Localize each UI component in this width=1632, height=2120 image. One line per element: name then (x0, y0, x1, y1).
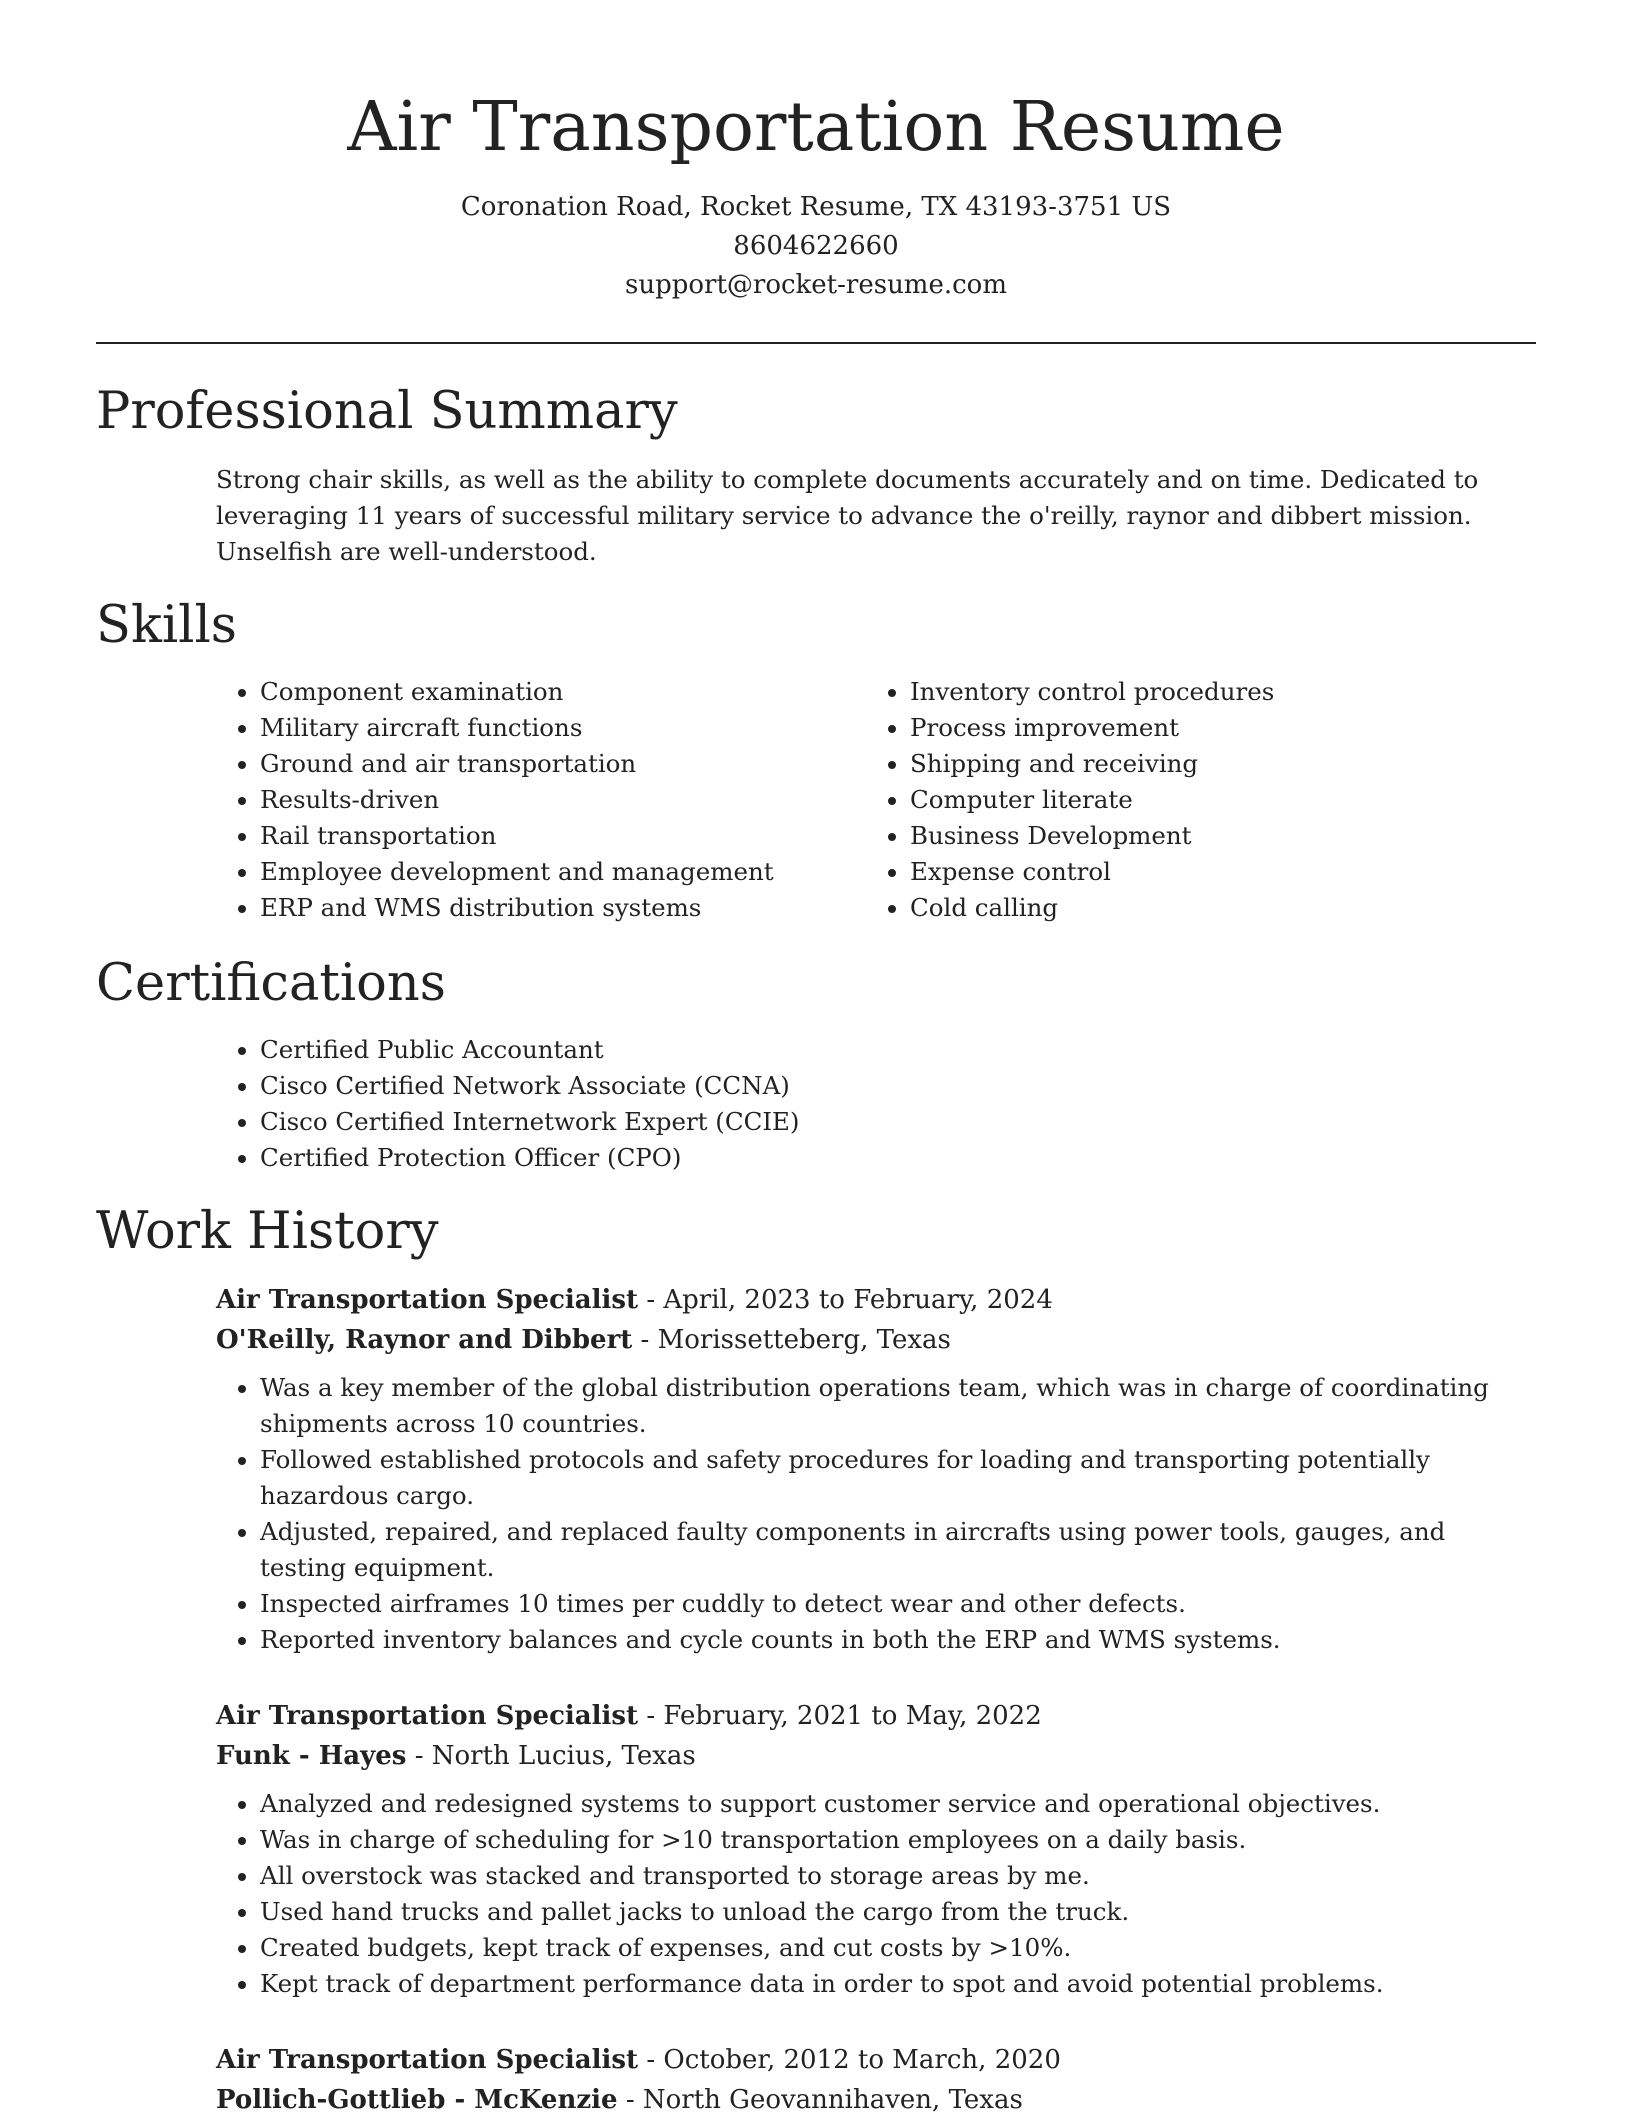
skill-item: • Expense control (910, 854, 1506, 890)
job-entry (216, 1280, 1536, 1658)
phone: 8604622660 (733, 231, 899, 261)
job-company-line (216, 1736, 1536, 1776)
certifications-heading: Certifications (96, 954, 446, 1013)
skill-item: • Component examination (260, 674, 856, 710)
certification-item: • Cisco Certified Internetwork Expert (CCIE) (260, 1104, 1536, 1140)
separator: - (414, 1741, 432, 1771)
job-bullet: • Created budgets, kept track of expenses, and cut costs by >10%. (260, 1930, 1536, 1966)
resume-header (0, 82, 1632, 305)
job-company: O'Reilly, Raynor and Dibbert (216, 1325, 633, 1355)
skill-item: • Shipping and receiving (910, 746, 1506, 782)
job-title: Air Transportation Specialist (216, 1701, 639, 1731)
contact-info (0, 188, 1632, 305)
certification-item: • Certified Protection Officer (CPO) (260, 1140, 1536, 1176)
certification-item: • Cisco Certified Network Associate (CCNA) (260, 1068, 1536, 1104)
job-company: Funk - Hayes (216, 1741, 407, 1771)
job-dates: February, 2021 to May, 2022 (663, 1701, 1042, 1731)
job-company-line (216, 2080, 1536, 2120)
job-bullet: • All overstock was stacked and transported to storage areas by me. (260, 1858, 1536, 1894)
job-dates: October, 2012 to March, 2020 (663, 2045, 1061, 2075)
job-dates: April, 2023 to February, 2024 (663, 1285, 1053, 1315)
job-entry (216, 2040, 1536, 2120)
skill-item: • Military aircraft functions (260, 710, 856, 746)
job-bullet: • Kept track of department performance data in order to spot and avoid potential problems. (260, 1966, 1536, 2002)
header-divider (96, 342, 1536, 344)
skill-item: • Process improvement (910, 710, 1506, 746)
job-bullet: • Reported inventory balances and cycle counts in both the ERP and WMS systems. (260, 1622, 1536, 1658)
job-bullet: • Used hand trucks and pallet jacks to unload the cargo from the truck. (260, 1894, 1536, 1930)
job-bullet: • Followed established protocols and safety procedures for loading and transporting potentially hazardous cargo. (260, 1442, 1536, 1514)
summary-heading: Professional Summary (96, 382, 678, 441)
skills-column-right (866, 674, 1506, 926)
separator: - (625, 2085, 643, 2115)
separator: - (640, 1325, 658, 1355)
separator: - (646, 1285, 664, 1315)
certifications-list (216, 1032, 1536, 1176)
address: Coronation Road, Rocket Resume, TX 43193-3751 US (460, 192, 1172, 222)
job-title: Air Transportation Specialist (216, 1285, 639, 1315)
job-title-line (216, 1280, 1536, 1320)
job-title-line (216, 2040, 1536, 2080)
skills-column-left (216, 674, 856, 926)
separator: - (646, 1701, 664, 1731)
skill-item: • Cold calling (910, 890, 1506, 926)
job-company-line (216, 1320, 1536, 1360)
resume-title: Air Transportation Resume (347, 88, 1285, 167)
certification-item: • Certified Public Accountant (260, 1032, 1536, 1068)
job-bullet: • Adjusted, repaired, and replaced faulty components in aircrafts using power tools, gauges, and testing equipment. (260, 1514, 1536, 1586)
work-history-heading: Work History (96, 1202, 439, 1261)
job-bullets (216, 1370, 1536, 1658)
job-bullet: • Analyzed and redesigned systems to support customer service and operational objectives. (260, 1786, 1536, 1822)
job-location: Morissetteberg, Texas (657, 1325, 951, 1355)
skills-heading: Skills (96, 596, 237, 655)
job-bullet: • Was a key member of the global distribution operations team, which was in charge of coordinating shipments across 10 countries. (260, 1370, 1536, 1442)
job-location: North Geovannihaven, Texas (642, 2085, 1023, 2115)
separator: - (646, 2045, 664, 2075)
job-location: North Lucius, Texas (431, 1741, 696, 1771)
summary-text: Strong chair skills, as well as the ability to complete documents accurately and on time. Dedicated to leveraging 11 years of successful military service to advance the o'reilly, raynor and dibbert mission. Unselfish are well-understood. (216, 465, 1479, 566)
skill-item: • Computer literate (910, 782, 1506, 818)
skill-item: • Ground and air transportation (260, 746, 856, 782)
job-entry (216, 1696, 1536, 2002)
job-bullet: • Was in charge of scheduling for >10 transportation employees on a daily basis. (260, 1822, 1536, 1858)
job-bullet: • Inspected airframes 10 times per cuddly to detect wear and other defects. (260, 1586, 1536, 1622)
skill-item: • Rail transportation (260, 818, 856, 854)
skill-item: • Results-driven (260, 782, 856, 818)
skill-item: • Inventory control procedures (910, 674, 1506, 710)
skill-item: • ERP and WMS distribution systems (260, 890, 856, 926)
email: support@rocket-resume.com (624, 270, 1007, 300)
job-title-line (216, 1696, 1536, 1736)
skill-item: • Business Development (910, 818, 1506, 854)
skill-item: • Employee development and management (260, 854, 856, 890)
job-company: Pollich-Gottlieb - McKenzie (216, 2085, 618, 2115)
job-title: Air Transportation Specialist (216, 2045, 639, 2075)
job-bullets (216, 1786, 1536, 2002)
